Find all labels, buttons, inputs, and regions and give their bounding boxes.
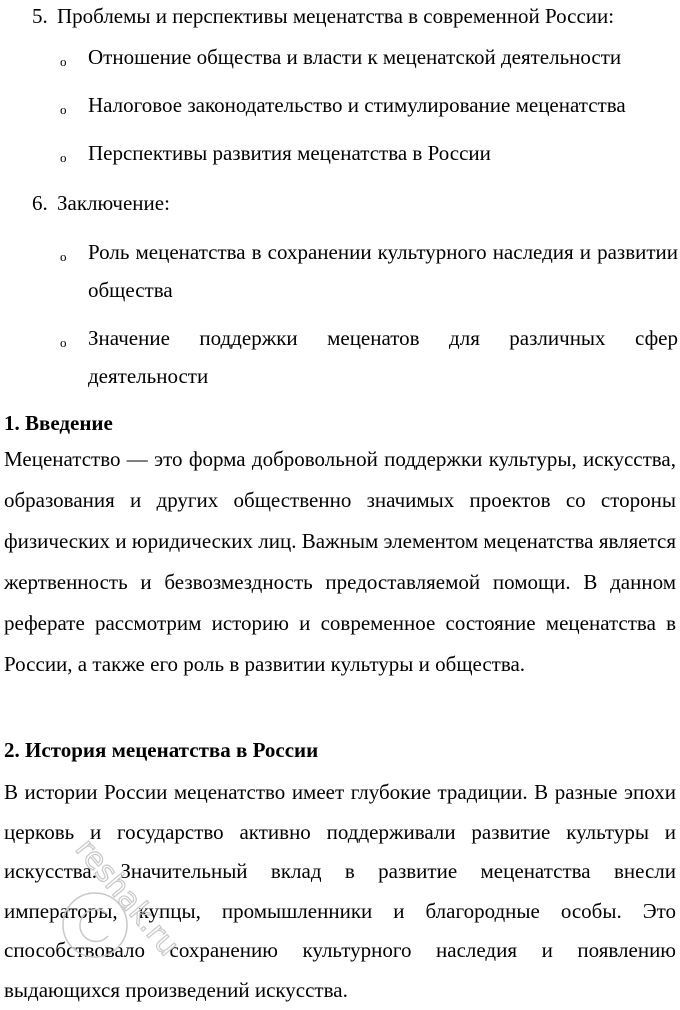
section-paragraph: Меценатство — это форма добровольной поддержки культуры, искусства, образования и других общественно значимых проектов со стороны физических и юридических лиц. Важным элементом меценатства является жертвенность и безвозмездность предоставляемой помощи. В данном реферате рассмотрим историю и современное состояние меценатства в России, а также его роль в развитии культуры и общества. <box>4 447 676 676</box>
sub-list-item: Налоговое законодательство и стимулирование меценатства <box>88 93 626 117</box>
section-heading: 2. История меценатства в России <box>4 738 319 762</box>
list-number: 5. <box>32 4 48 28</box>
sub-list-item: Роль меценатства в сохранении культурного наследия и развитии общества <box>88 240 678 302</box>
bullet-circle-icon: o <box>60 335 67 350</box>
bullet-circle-icon: o <box>60 54 67 69</box>
section-paragraph: В истории России меценатство имеет глубокие традиции. В разные эпохи церковь и государство активно поддерживали развитие культуры и искусства. Значительный вклад в развитие меценатства внесли императоры, купцы, промышленники и благородные особы. Это способствовало сохранению культурного наследия и появлению выдающихся произведений искусства. <box>4 780 676 1002</box>
sub-list-item: Перспективы развития меценатства в России <box>88 141 491 165</box>
sub-list-item: Значение поддержки меценатов для различных сфер деятельности <box>88 326 678 388</box>
bullet-circle-icon: o <box>60 102 67 117</box>
bullet-circle-icon: o <box>60 249 67 264</box>
sub-list-item: Отношение общества и власти к меценатской деятельности <box>88 45 622 69</box>
bullet-circle-icon: o <box>60 150 67 165</box>
list-item-title: Проблемы и перспективы меценатства в современной России: <box>57 4 615 28</box>
svg-text:reshak.ru: reshak.ru <box>68 832 186 963</box>
list-number: 6. <box>32 191 48 215</box>
section-heading: 1. Введение <box>4 411 113 435</box>
list-item-title: Заключение: <box>57 191 170 215</box>
